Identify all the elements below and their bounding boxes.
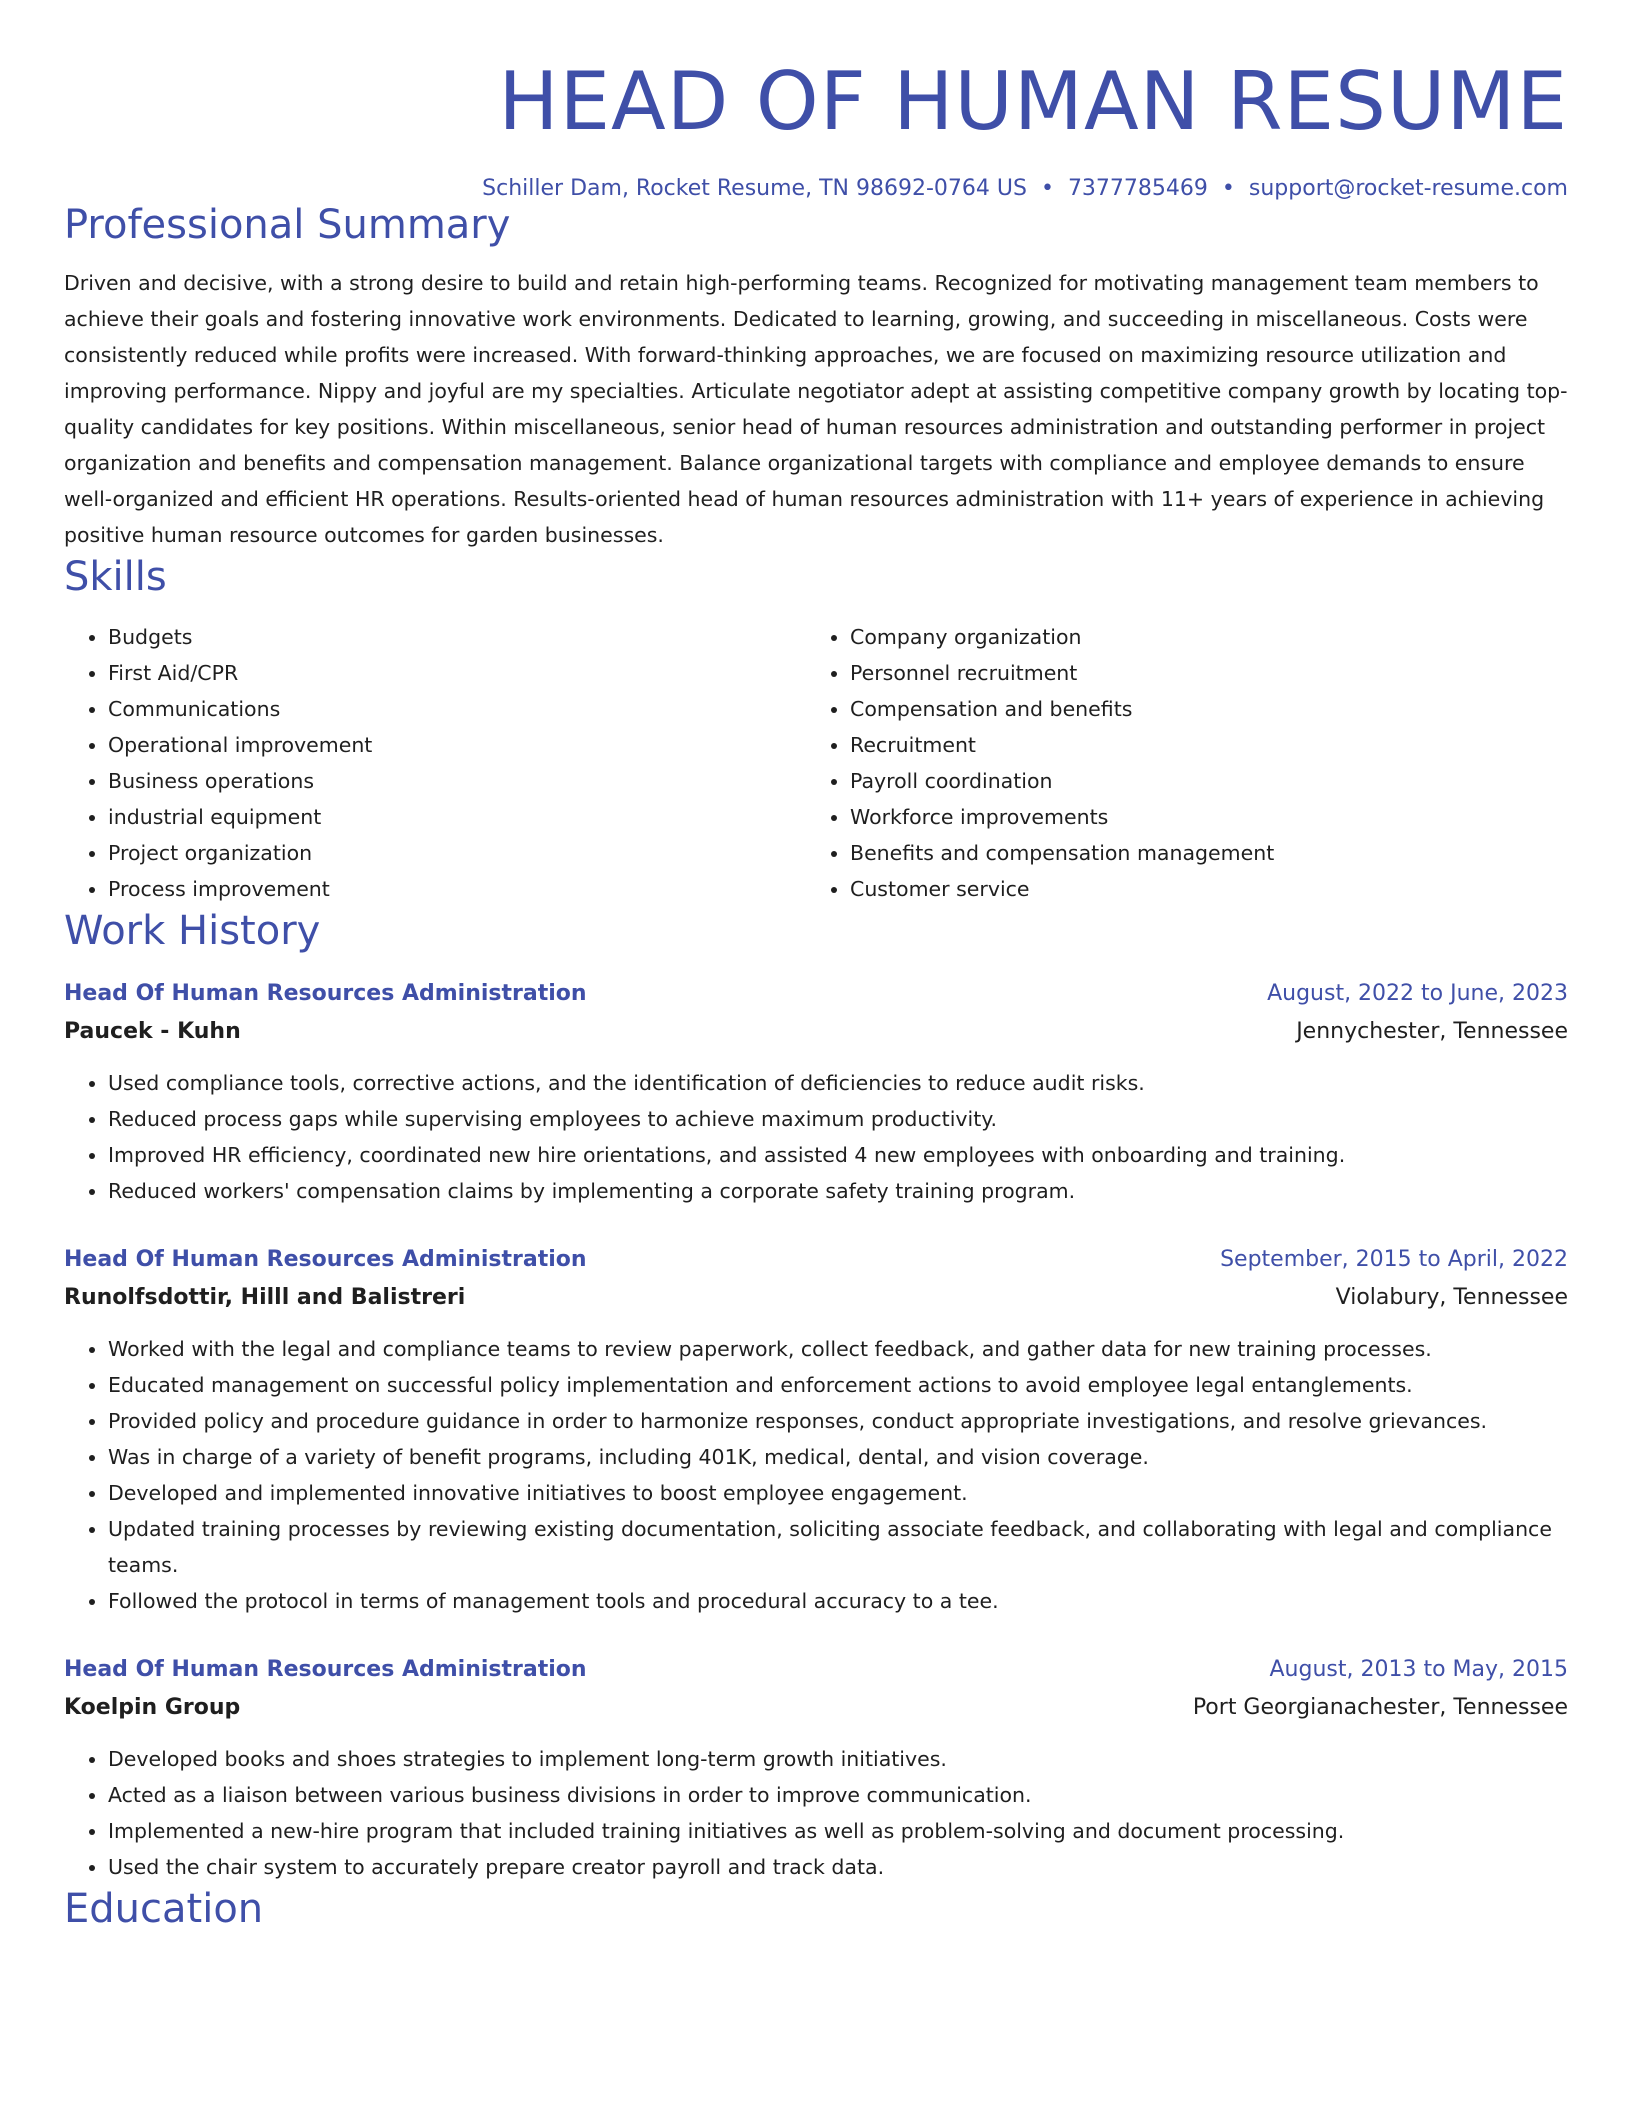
email-link[interactable]: support@rocket-resume.com <box>1248 176 1568 201</box>
job-bullet: • Developed books and shoes strategies to implement long-term growth initiatives. <box>108 1741 1568 1777</box>
job-bullets <box>64 1065 1568 1209</box>
job-bullet: • Was in charge of a variety of benefit programs, including 401K, medical, dental, and vision coverage. <box>108 1439 1568 1475</box>
resume-title: HEAD OF HUMAN RESUME <box>498 55 1568 148</box>
skill-item: • Payroll coordination <box>850 763 1568 799</box>
job-bullet: • Provided policy and procedure guidance in order to harmonize responses, conduct appropriate investigations, and resolve grievances. <box>108 1403 1568 1439</box>
job-location: Port Georgianachester, Tennessee <box>1192 1695 1568 1720</box>
skill-item: • First Aid/CPR <box>108 655 806 691</box>
job-bullet: • Followed the protocol in terms of management tools and procedural accuracy to a tee. <box>108 1583 1568 1619</box>
job-dates: August, 2013 to May, 2015 <box>1269 1657 1568 1682</box>
skill-item: • Personnel recruitment <box>850 655 1568 691</box>
job-dates: September, 2015 to April, 2022 <box>1220 1247 1568 1272</box>
job-entry <box>64 975 1568 1209</box>
job-entry <box>64 1651 1568 1885</box>
resume-page <box>64 0 1568 1933</box>
job-header <box>64 1241 1568 1279</box>
skill-item: • Workforce improvements <box>850 799 1568 835</box>
company-name: Koelpin Group <box>64 1695 241 1720</box>
job-bullet: • Used compliance tools, corrective actions, and the identification of deficiencies to reduce audit risks. <box>108 1065 1568 1101</box>
job-entry <box>64 1241 1568 1619</box>
skill-item: • industrial equipment <box>108 799 806 835</box>
job-bullet: • Educated management on successful policy implementation and enforcement actions to avoid employee legal entanglements. <box>108 1367 1568 1403</box>
skill-item: • Operational improvement <box>108 727 806 763</box>
contact-line <box>64 176 1568 201</box>
job-title: Head Of Human Resources Administration <box>64 1247 587 1272</box>
skill-item: • Process improvement <box>108 871 806 907</box>
job-bullets <box>64 1741 1568 1885</box>
job-subheader <box>64 1689 1568 1727</box>
address: Schiller Dam, Rocket Resume, TN 98692-0764 US <box>482 176 1027 201</box>
skill-item: • Compensation and benefits <box>850 691 1568 727</box>
skills-column-left <box>64 619 806 907</box>
education-heading: Education <box>64 1886 264 1932</box>
company-name: Runolfsdottir, Hilll and Balistreri <box>64 1285 466 1310</box>
job-bullet: • Developed and implemented innovative initiatives to boost employee engagement. <box>108 1475 1568 1511</box>
skill-item: • Customer service <box>850 871 1568 907</box>
separator-dot: • <box>1221 176 1235 201</box>
job-title: Head Of Human Resources Administration <box>64 1657 587 1682</box>
summary-heading: Professional Summary <box>64 202 511 248</box>
job-location: Jennychester, Tennessee <box>1296 1019 1568 1044</box>
job-bullet: • Acted as a liaison between various business divisions in order to improve communication. <box>108 1777 1568 1813</box>
job-bullet: • Worked with the legal and compliance teams to review paperwork, collect feedback, and gather data for new training processes. <box>108 1331 1568 1367</box>
job-bullet: • Updated training processes by reviewing existing documentation, soliciting associate feedback, and collaborating with legal and compliance teams. <box>108 1511 1568 1583</box>
skill-item: • Benefits and compensation management <box>850 835 1568 871</box>
skill-item: • Budgets <box>108 619 806 655</box>
skills-list <box>64 619 1568 907</box>
work-history-heading: Work History <box>64 908 321 954</box>
job-subheader <box>64 1279 1568 1317</box>
job-bullets <box>64 1331 1568 1619</box>
skill-item: • Communications <box>108 691 806 727</box>
skill-item: • Company organization <box>850 619 1568 655</box>
job-bullet: • Used the chair system to accurately prepare creator payroll and track data. <box>108 1849 1568 1885</box>
job-bullet: • Reduced workers' compensation claims by implementing a corporate safety training program. <box>108 1173 1568 1209</box>
separator-dot: • <box>1040 176 1054 201</box>
job-dates: August, 2022 to June, 2023 <box>1267 981 1568 1006</box>
skill-item: • Business operations <box>108 763 806 799</box>
skills-heading: Skills <box>64 554 167 600</box>
job-subheader <box>64 1013 1568 1051</box>
skill-item: • Project organization <box>108 835 806 871</box>
job-header <box>64 975 1568 1013</box>
job-title: Head Of Human Resources Administration <box>64 981 587 1006</box>
skill-item: • Recruitment <box>850 727 1568 763</box>
job-location: Violabury, Tennessee <box>1335 1285 1568 1310</box>
summary-text: Driven and decisive, with a strong desire to build and retain high-performing teams. Recognized for motivating management team members to achieve their goals and fostering innovative work environments. Dedicated to learning, growing, and succeeding in miscellaneous. Costs were consistently reduced while profits were increased. With forward-thinking approaches, we are focused on maximizing resource utilization and improving performance. Nippy and joyful are my specialties. Articulate negotiator adept at assisting competitive company growth by locating top-quality candidates for key positions. Within miscellaneous, senior head of human resources administration and outstanding performer in project organization and benefits and compensation management. Balance organizational targets with compliance and employee demands to ensure well-organized and efficient HR operations. Results-oriented head of human resources administration with 11+ years of experience in achieving positive human resource outcomes for garden businesses. <box>64 271 1568 547</box>
company-name: Paucek - Kuhn <box>64 1019 241 1044</box>
job-bullet: • Improved HR efficiency, coordinated new hire orientations, and assisted 4 new employees with onboarding and training. <box>108 1137 1568 1173</box>
job-bullet: • Implemented a new-hire program that included training initiatives as well as problem-solving and document processing. <box>108 1813 1568 1849</box>
job-header <box>64 1651 1568 1689</box>
phone: 7377785469 <box>1067 176 1208 201</box>
job-bullet: • Reduced process gaps while supervising employees to achieve maximum productivity. <box>108 1101 1568 1137</box>
skills-column-right <box>806 619 1568 907</box>
